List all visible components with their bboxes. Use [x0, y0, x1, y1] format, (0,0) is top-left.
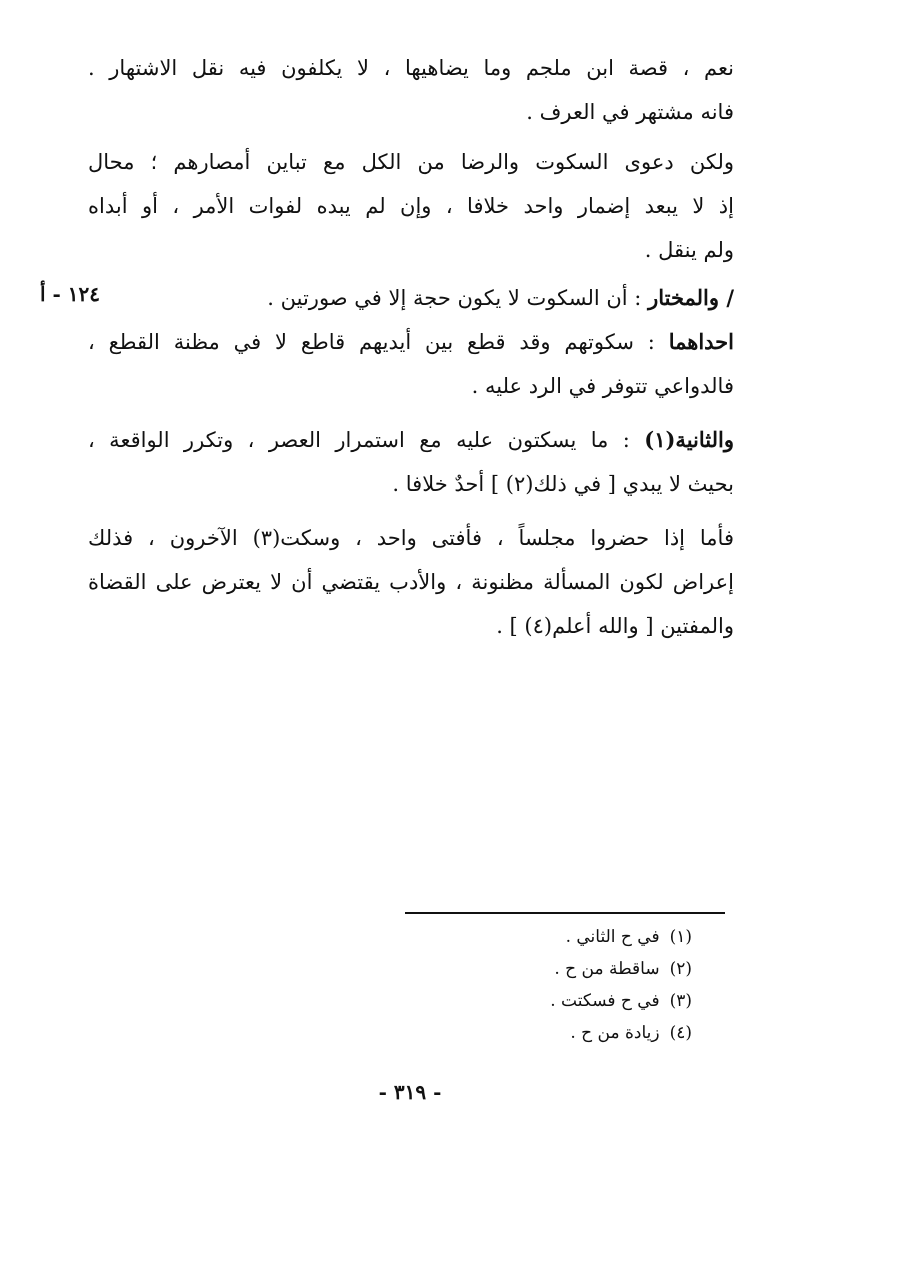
line-text: : أن السكوت لا يكون حجة إلا في صورتين . [267, 286, 649, 310]
text-line: ولكن دعوى السكوت والرضا من الكل مع تباين أمصارهم ؛ محال [88, 150, 734, 174]
footnote-item [430, 921, 692, 953]
footnote-item [430, 985, 692, 1017]
footnote-number: (٣) [669, 991, 692, 1011]
paragraph-5 [88, 516, 734, 648]
footnote-text: في ح فسكتت . [550, 991, 660, 1011]
text-line [88, 320, 734, 364]
footnotes [430, 921, 692, 1049]
lead-term: / والمختار [648, 285, 734, 310]
footnote-divider [405, 912, 725, 914]
text-line: فالدواعي تتوفر في الرد عليه . [471, 374, 734, 398]
text-line: بحيث لا يبدي [ في ذلك(٢) ] أحدٌ خلافا . [392, 472, 734, 496]
text-line: إذ لا يبعد إضمار واحد خلافا ، وإن لم يبده لفوات الأمر ، أو أبداه [88, 194, 734, 218]
margin-folio-note: ١٢٤ - أ [39, 282, 100, 306]
paragraph-3 [88, 276, 734, 408]
footnote-number: (٤) [669, 1023, 692, 1043]
lead-term: والثانية(١) [644, 427, 734, 452]
text-line: فانه مشتهر في العرف . [526, 100, 734, 124]
footnote-text: زيادة من ح . [570, 1023, 660, 1043]
footnote-item [430, 953, 692, 985]
footnote-text: ساقطة من ح . [554, 959, 660, 979]
paragraph-1 [88, 46, 734, 134]
text-line: ولم ينقل . [644, 238, 734, 262]
text-line: نعم ، قصة ابن ملجم وما يضاهيها ، لا يكلفون فيه نقل الاشتهار . [88, 56, 734, 80]
paragraph-4 [88, 418, 734, 506]
footnote-item [430, 1017, 692, 1049]
text-line: والمفتين [ والله أعلم(٤) ] . [496, 614, 734, 638]
text-line [88, 418, 734, 462]
text-line: فأما إذا حضروا مجلساً ، فأفتى واحد ، وسكت(٣) الآخرون ، فذلك [88, 526, 734, 550]
footnote-number: (١) [669, 927, 692, 947]
text-line: إعراض لكون المسألة مظنونة ، والأدب يقتضي أن لا يعترض على القضاة [88, 570, 734, 594]
line-text: : ما يسكتون عليه مع استمرار العصر ، وتكرر الواقعة ، [88, 428, 645, 452]
footnote-text: في ح الثاني . [565, 927, 660, 947]
footnote-number: (٢) [669, 959, 692, 979]
page-number: - ٣١٩ - [378, 1080, 442, 1104]
text-line [88, 276, 734, 320]
line-text: : سكوتهم وقد قطع بين أيديهم قاطع لا في مظنة القطع ، [88, 330, 669, 354]
paragraph-2 [88, 140, 734, 272]
lead-term: احداهما [668, 329, 734, 354]
